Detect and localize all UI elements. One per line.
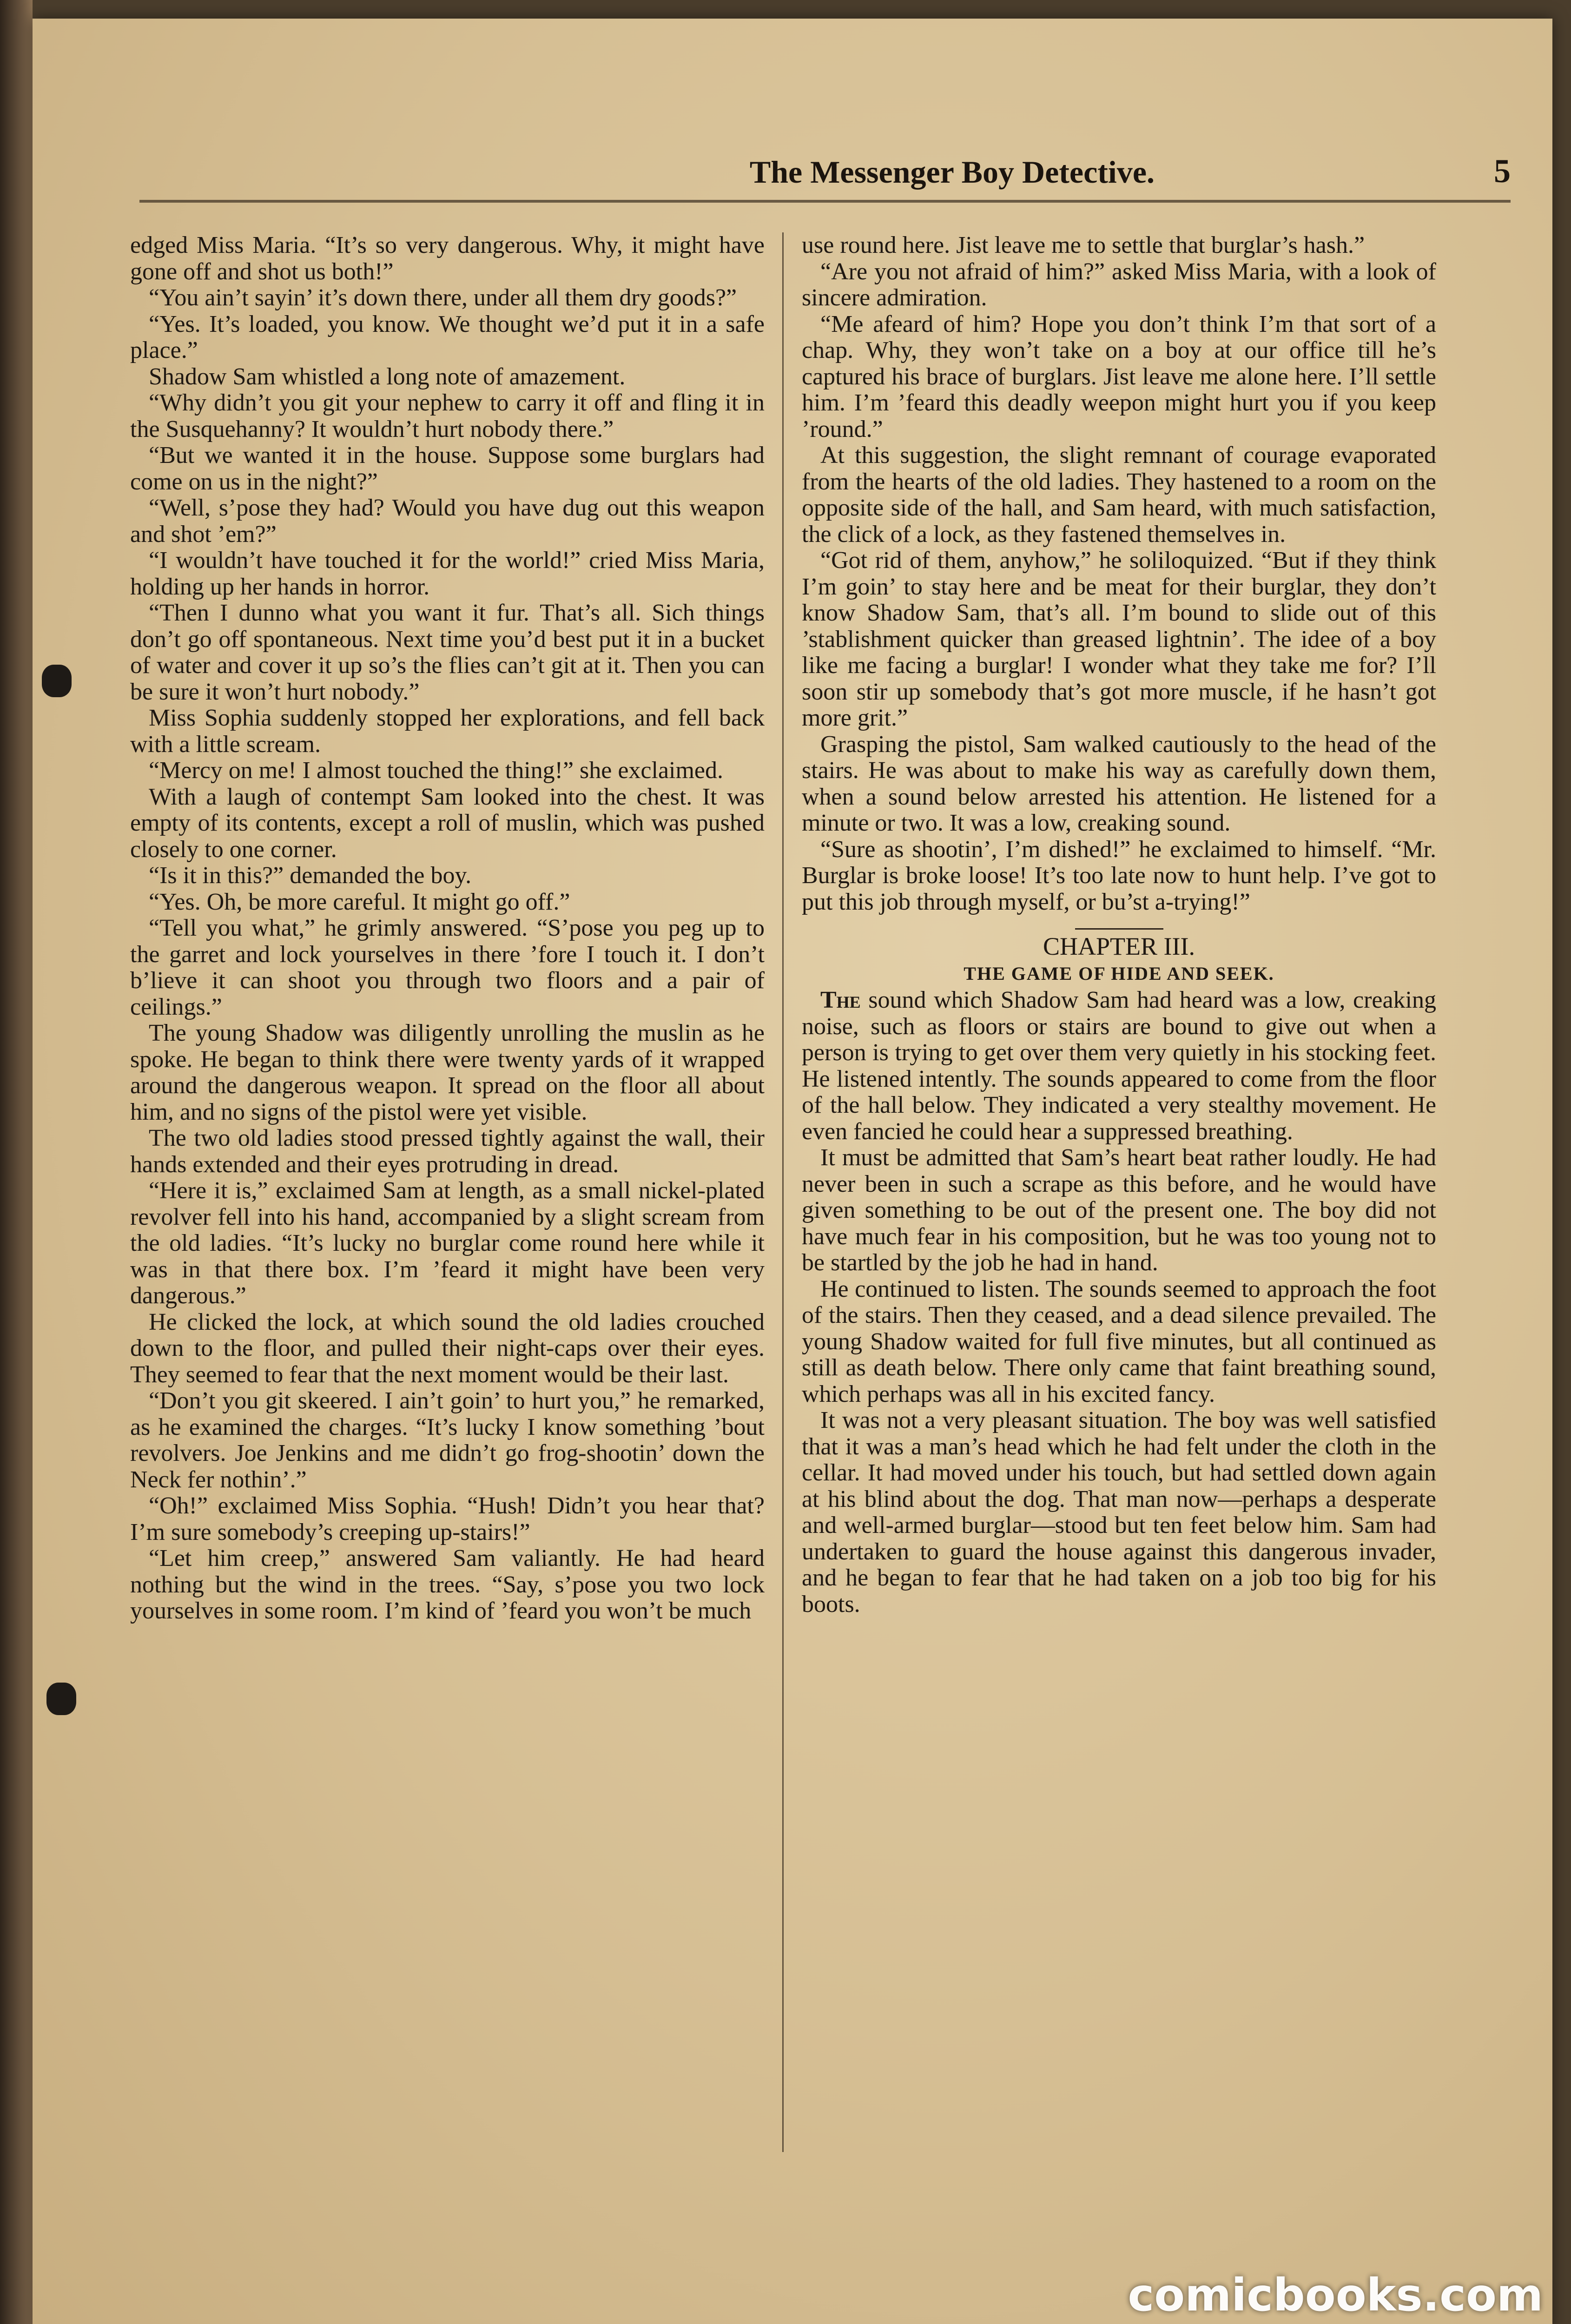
page-number: 5 — [1494, 152, 1511, 190]
right-column-text-before — [802, 232, 1436, 915]
paragraph: “Don’t you git skeered. I ain’t goin’ to hurt you,” he remarked, as he examined the charges. “It’s lucky I know something ’bout revolvers. Joe Jenkins and me didn’t go frog-shootin’ down the Neck fer nothin’.” — [130, 1387, 765, 1493]
paragraph: “But we wanted it in the house. Suppose some burglars had come on us in the night?” — [130, 442, 765, 495]
chapter-lead-word: The — [820, 987, 861, 1013]
paragraph: use round here. Jist leave me to settle that burglar’s hash.” — [802, 232, 1365, 258]
paragraph: “Well, s’pose they had? Would you have dug out this weapon and shot ’em?” — [130, 495, 765, 548]
paragraph: At this suggestion, the slight remnant of courage evaporated from the hearts of the old ladies. They hastened to a room on the opposite side of the hall, and Sam heard, with much satisfaction, the click of a lock, as they fastened themselves in. — [802, 442, 1436, 548]
chapter-heading: CHAPTER III. — [1043, 932, 1195, 960]
paragraph: edged Miss Maria. “It’s so very dangerous. Why, it might have gone off and shot us both!” — [130, 232, 765, 285]
binding-hole — [42, 665, 72, 697]
column-divider — [782, 232, 784, 2152]
right-column — [802, 232, 1436, 2157]
running-head — [130, 139, 1511, 191]
paragraph: Miss Sophia suddenly stopped her explorations, and fell back with a little scream. — [130, 705, 765, 758]
paragraph: He continued to listen. The sounds seemed to approach the foot of the stairs. Then they ceased, and a dead silence prevailed. The young Shadow waited for full five minutes, but all continued as still as death below. There only came that faint breathing sound, which perhaps was all in his excited fancy. — [802, 1275, 1436, 1407]
paragraph: “Why didn’t you git your nephew to carry it off and fling it in the Susquehanny? It wouldn’t hurt nobody there.” — [130, 390, 765, 442]
book-spine — [0, 0, 33, 2324]
paragraph: “Sure as shootin’, I’m dished!” he exclaimed to himself. “Mr. Burglar is broke loose! It’s too late now to hunt help. I’ve got to put this job through myself, or bu’st a-trying!” — [802, 836, 1436, 915]
paragraph: “Got rid of them, anyhow,” he soliloquized. “But if they think I’m goin’ to stay here and be meat for their burglar, they don’t know Shadow Sam, that’s all. I’m bound to slide out of this ’stablishment quicker than greased lightnin’. The idee of a boy like me facing a burglar! I wonder what they take me for? I’ll soon stir up somebody that’s got more muscle, if he hasn’t got more grit.” — [802, 547, 1436, 731]
paragraph: “Yes. Oh, be more careful. It might go off.” — [149, 888, 570, 915]
paragraph: The two old ladies stood pressed tightly against the wall, their hands extended and their eyes protruding in dread. — [130, 1125, 765, 1178]
paragraph: “You ain’t sayin’ it’s down there, under all them dry goods?” — [149, 284, 737, 311]
paragraph: “Yes. It’s loaded, you know. We thought we’d put it in a safe place.” — [130, 310, 765, 363]
paragraph: “I wouldn’t have touched it for the world!” cried Miss Maria, holding up her hands in horror. — [130, 547, 765, 600]
running-head-title: The Messenger Boy Detective. — [749, 154, 1155, 190]
paragraph-text: sound which Shadow Sam had heard was a low, creaking noise, such as floors or stairs are bound to give out when a person is trying to get over them very quietly in his stocking feet. He listened intently. The sounds appeared to come from the floor of the hall below. They indicated a very stealthy movement. He even fancied he could hear a suppressed breathing. — [802, 987, 1436, 1145]
paragraph: “Then I dunno what you want it fur. That’s all. Sich things don’t go off spontaneous. Next time you’d best put it in a bucket of water and cover it up so’s the flies can’t git at it. Then you can be sure it won’t hurt nobody.” — [130, 600, 765, 705]
paragraph: He clicked the lock, at which sound the old ladies crouched down to the floor, and pulled their night-caps over their eyes. They seemed to fear that the next moment would be their last. — [130, 1308, 765, 1388]
header-rule — [139, 200, 1511, 203]
paragraph: “Tell you what,” he grimly answered. “S’pose you peg up to the garret and lock yourselves in there ’fore I touch it. I don’t b’lieve it can shoot you through two floors and a pair of ceilings.” — [130, 915, 765, 1020]
paragraph: The young Shadow was diligently unrolling the muslin as he spoke. He began to think there were twenty yards of it wrapped around the dangerous weapon. It spread on the floor all about him, and no signs of the pistol were yet visible. — [130, 1020, 765, 1125]
paragraph: With a laugh of contempt Sam looked into the chest. It was empty of its contents, except a roll of muslin, which was pushed closely to one corner. — [130, 783, 765, 863]
binding-hole — [46, 1683, 76, 1715]
chapter-rule — [1075, 928, 1163, 930]
left-column — [130, 232, 765, 2157]
paragraph: Shadow Sam whistled a long note of amazement. — [149, 363, 626, 390]
paragraph: Grasping the pistol, Sam walked cautiously to the head of the stairs. He was about to make his way as carefully down them, when a sound below arrested his attention. He listened for a minute or two. It was a low, creaking sound. — [802, 731, 1436, 836]
paragraph: It was not a very pleasant situation. The boy was well satisfied that it was a man’s head which he had felt under the cloth in the cellar. It had moved under his touch, but had settled down again at his blind about the dog. That man now—perhaps a desperate and well-armed burglar—stood but ten feet below him. Sam had undertaken to guard the house against this dangerous invader, and he began to fear that he had taken on a job too big for his boots. — [802, 1407, 1436, 1618]
paragraph: “Are you not afraid of him?” asked Miss Maria, with a look of sincere admiration. — [802, 258, 1436, 311]
paragraph: “Me afeard of him? Hope you don’t think I’m that sort of a chap. Why, they won’t take on a boy at our office till he’s captured his brace of burglars. Jist leave me alone here. I’ll settle him. I’m ’feard this deadly weepon might hurt you if you keep ’round.” — [802, 310, 1436, 442]
paragraph: “Oh!” exclaimed Miss Sophia. “Hush! Didn’t you hear that? I’m sure somebody’s creeping up-stairs!” — [130, 1492, 765, 1545]
paragraph — [802, 987, 1436, 1145]
paragraph: “Mercy on me! I almost touched the thing!” she exclaimed. — [149, 757, 724, 784]
paragraph: “Let him creep,” answered Sam valiantly. He had heard nothing but the wind in the trees. “Say, s’pose you two lock yourselves in some room. I’m kind of ’feard you won’t be much — [130, 1545, 765, 1624]
right-column-text-after — [802, 987, 1436, 1618]
watermark: comicbooks.com — [1128, 2269, 1543, 2321]
paragraph: It must be admitted that Sam’s heart beat rather loudly. He had never been in such a scrape as this before, and he would have given something to be out of the present one. The boy did not have much fear in his composition, but he was too young not to be startled by the job he had in hand. — [802, 1144, 1436, 1276]
chapter-subtitle: THE GAME OF HIDE AND SEEK. — [964, 963, 1274, 984]
paragraph: “Is it in this?” demanded the boy. — [149, 862, 472, 889]
paragraph: “Here it is,” exclaimed Sam at length, as a small nickel-plated revolver fell into his hand, accompanied by a slight scream from the old ladies. “It’s lucky no burglar come round here while it was in that there box. I’m ’feard it might have been very dangerous.” — [130, 1177, 765, 1309]
